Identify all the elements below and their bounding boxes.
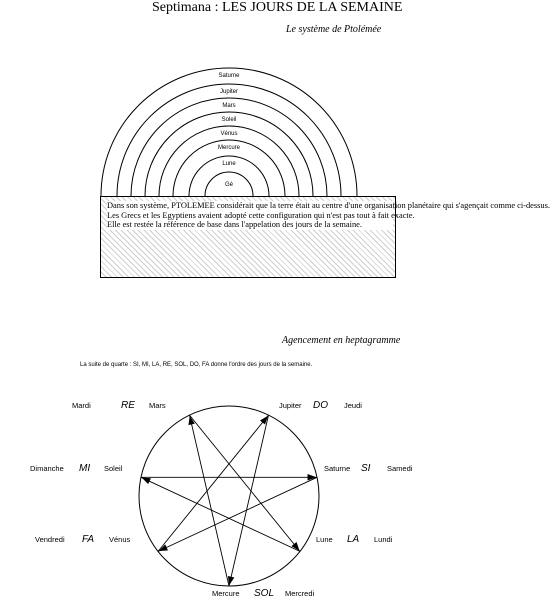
sphere-label-7: Lune <box>222 161 236 167</box>
arrowhead-2 <box>229 577 234 585</box>
planet-label-2: Jupiter <box>279 401 302 410</box>
day-label-6: Vendredi <box>35 535 65 544</box>
star-line-2 <box>229 415 269 586</box>
note-label-5: SOL <box>254 588 275 599</box>
planet-label-4: Lune <box>316 535 333 544</box>
arrowhead-4 <box>143 478 150 483</box>
day-label-2: Jeudi <box>344 401 362 410</box>
planet-label-5: Mercure <box>212 589 240 598</box>
ptolemy-subtitle: Le système de Ptolémée <box>286 24 382 35</box>
ptolemy-text <box>107 201 550 230</box>
day-label-3: Samedi <box>387 464 413 473</box>
heptagram-note: La suite de quarte : SI, MI, LA, RE, SOL, DO, FA donne l'ordre des jours de la semaine. <box>80 362 313 368</box>
planet-label-6: Vénus <box>109 535 131 544</box>
day-label-1: Mardi <box>72 401 91 410</box>
text-paragraph-2: Les Grecs et les Egyptiens avaient adopté cette configuration qui n'est pas tout à fait exacte. <box>107 210 415 220</box>
note-label-1: RE <box>121 400 135 411</box>
heptagram-circle <box>139 406 319 586</box>
sphere-label-4: Soleil <box>221 117 237 123</box>
text-paragraph-3: Elle est restée la référence de base dans l'appelation des jours de la semaine. <box>107 220 362 230</box>
sphere-label-8: Gé <box>224 182 234 188</box>
star-line-1 <box>190 415 300 551</box>
sphere-label-3: Mars <box>222 103 236 109</box>
heptagram-subtitle: Agencement en heptagramme <box>282 335 401 346</box>
heptagram-labels <box>30 400 413 599</box>
day-label-7: Dimanche <box>30 464 64 473</box>
text-paragraph-1: Dans son système, PTOLEMEE considérait que la terre était au centre d'une organisation planétaire qui s'agençait comme ci-dessus. <box>107 201 550 210</box>
note-label-2: DO <box>313 400 328 411</box>
star-line-4 <box>141 477 300 551</box>
star-line-3 <box>158 477 317 551</box>
note-label-3: SI <box>361 463 371 474</box>
planet-label-7: Soleil <box>104 464 123 473</box>
sphere-label-1: Saturne <box>218 73 240 79</box>
note-label-7: MI <box>79 463 91 474</box>
planet-label-1: Mars <box>149 401 166 410</box>
note-label-6: FA <box>82 534 95 545</box>
day-label-4: Lundi <box>374 535 393 544</box>
ptolemy-textbox <box>100 196 550 278</box>
sphere-label-2: Jupiter <box>219 89 239 95</box>
star-line-5 <box>190 415 230 586</box>
note-label-4: LA <box>347 534 360 545</box>
heptagram-diagram <box>0 380 454 602</box>
planet-label-3: Saturne <box>324 464 351 473</box>
page-title: Septimana : LES JOURS DE LA SEMAINE <box>152 0 403 15</box>
day-label-5: Mercredi <box>285 589 315 598</box>
sphere-label-5: Vénus <box>220 131 238 137</box>
arrowhead-6 <box>261 417 267 424</box>
sphere-label-6: Mercure <box>217 145 241 151</box>
star-line-6 <box>158 415 268 551</box>
heptagram-star <box>141 415 317 586</box>
sphere-labels <box>218 73 241 188</box>
